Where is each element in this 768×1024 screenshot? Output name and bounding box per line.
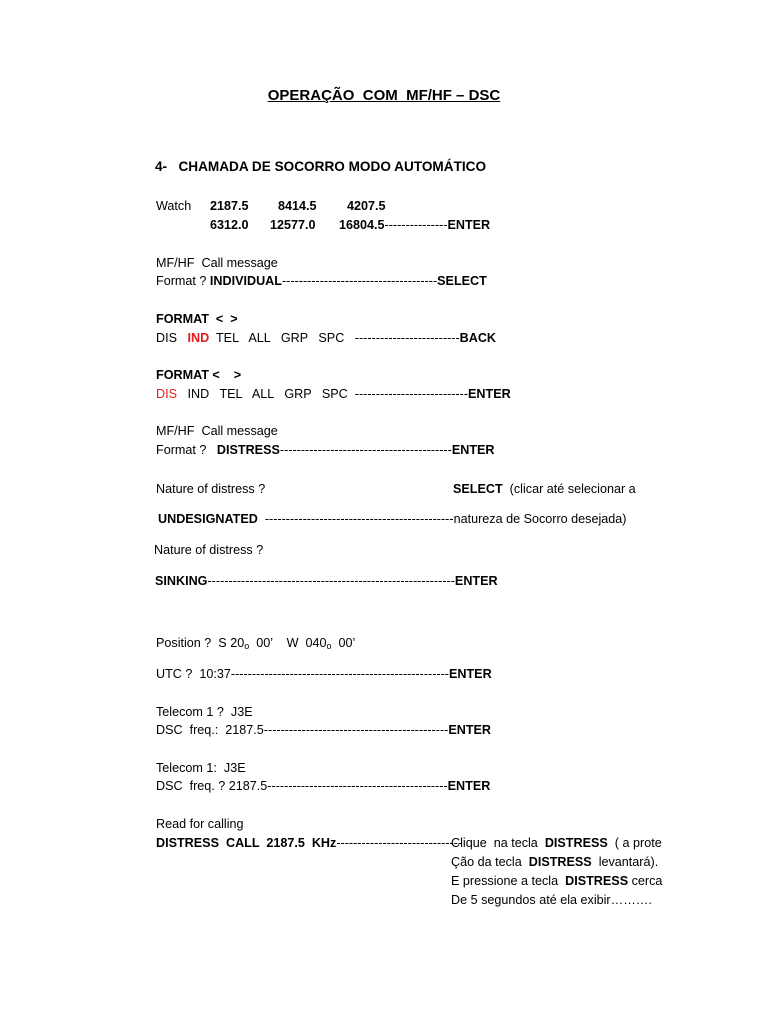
degree-mark: o (244, 641, 250, 651)
utc-line (156, 667, 492, 682)
distress-call-line (156, 836, 462, 851)
sinking-value: SINKING (155, 574, 208, 588)
position-text: 00’ (331, 636, 356, 650)
dash-leader: --------------- (384, 218, 448, 232)
instruction-line (451, 874, 662, 889)
nature-of-distress-line: Nature of distress ? (156, 482, 266, 496)
watch-label: Watch (156, 199, 192, 213)
enter-key: ENTER (447, 218, 491, 232)
format-value: DISTRESS (216, 443, 280, 457)
instruction-line (451, 855, 658, 870)
undesignated-value: UNDESIGNATED (158, 512, 258, 526)
watch-freq: 8414.5 (278, 199, 317, 213)
instruction-line: De 5 segundos até ela exibir………. (451, 893, 652, 907)
instruction-text: ( a prote (607, 836, 662, 850)
sinking-line (155, 574, 498, 589)
watch-freq: 4207.5 (347, 199, 386, 213)
instruction-text: cerca (628, 874, 663, 888)
format-options-line (156, 331, 496, 346)
distress-call-value: DISTRESS CALL 2187.5 KHz (156, 836, 337, 850)
dash-leader: ----------------------------------------------------------- (207, 574, 455, 588)
section-heading (155, 159, 486, 174)
section-title: CHAMADA DE SOCORRO MODO AUTOMÁTICO (178, 159, 487, 174)
watch-line (339, 218, 490, 233)
instruction-text: levantará). (591, 855, 659, 869)
instruction-text: Ção da tecla (451, 855, 529, 869)
option-ind: IND (187, 331, 210, 345)
dash-leader: ----------------------------------------- (279, 443, 452, 457)
instruction-text: E pressione a tecla (451, 874, 566, 888)
section-number: 4- (155, 159, 168, 174)
format-line (156, 274, 487, 289)
instruction-text: Clique na tecla (451, 836, 545, 850)
select-key: SELECT (453, 482, 503, 496)
read-for-calling-line: Read for calling (156, 817, 244, 831)
instruction-line (451, 836, 662, 851)
select-key: SELECT (437, 274, 487, 288)
position-text: 00’ W 040 (249, 636, 327, 650)
page-title: OPERAÇÃO COM MF/HF – DSC (267, 87, 501, 104)
options-rest: IND TEL ALL GRP SPC --------------------------- (177, 387, 469, 401)
dsc-freq-line (156, 723, 491, 738)
enter-key: ENTER (451, 443, 495, 457)
watch-freq: 16804.5 (339, 218, 385, 232)
select-note: natureza de Socorro desejada) (453, 512, 627, 526)
undesignated-line (158, 512, 627, 527)
format-prefix: Format ? (156, 274, 210, 288)
enter-key: ENTER (468, 387, 511, 401)
dsc-freq-text: DSC freq. ? 2187.5------------------------------------------- (156, 779, 448, 793)
call-message-line: MF/HF Call message (156, 424, 278, 438)
format-prefix: Format ? (156, 443, 217, 457)
options-rest: TEL ALL GRP SPC ------------------------- (209, 331, 460, 345)
dash-leader: ------------------------------ (336, 836, 463, 850)
dash-leader: ------------------------------------- (281, 274, 438, 288)
format-options-line (156, 387, 511, 402)
position-text: Position ? S 20 (156, 636, 245, 650)
dsc-freq-line (156, 779, 490, 794)
distress-key: DISTRESS (544, 836, 608, 850)
enter-key: ENTER (454, 574, 498, 588)
enter-key: ENTER (447, 779, 491, 793)
telecom-line: Telecom 1: J3E (156, 761, 246, 775)
nature-of-distress-line: Nature of distress ? (154, 543, 264, 557)
format-label: FORMAT < > (156, 312, 238, 326)
watch-freq: 2187.5 (210, 199, 249, 213)
position-line (156, 636, 355, 654)
enter-key: ENTER (448, 723, 492, 737)
format-value: INDIVIDUAL (209, 274, 282, 288)
enter-key: ENTER (448, 667, 492, 681)
utc-text: UTC ? 10:37---------------------------------------------------- (156, 667, 449, 681)
distress-key: DISTRESS (565, 874, 629, 888)
select-note: (clicar até selecionar a (502, 482, 636, 496)
watch-freq: 6312.0 (210, 218, 249, 232)
degree-mark: o (326, 641, 332, 651)
distress-key: DISTRESS (528, 855, 592, 869)
dash-leader: --------------------------------------------- (257, 512, 454, 526)
telecom-line: Telecom 1 ? J3E (156, 705, 253, 719)
back-key: BACK (459, 331, 497, 345)
format-label: FORMAT < > (156, 368, 242, 382)
dsc-freq-text: DSC freq.: 2187.5-------------------------------------------- (156, 723, 449, 737)
select-note-line (453, 482, 636, 497)
call-message-line: MF/HF Call message (156, 256, 278, 270)
option-dis: DIS (156, 331, 177, 345)
option-dis: DIS (156, 387, 177, 401)
watch-freq: 12577.0 (270, 218, 316, 232)
format-line (156, 443, 495, 458)
